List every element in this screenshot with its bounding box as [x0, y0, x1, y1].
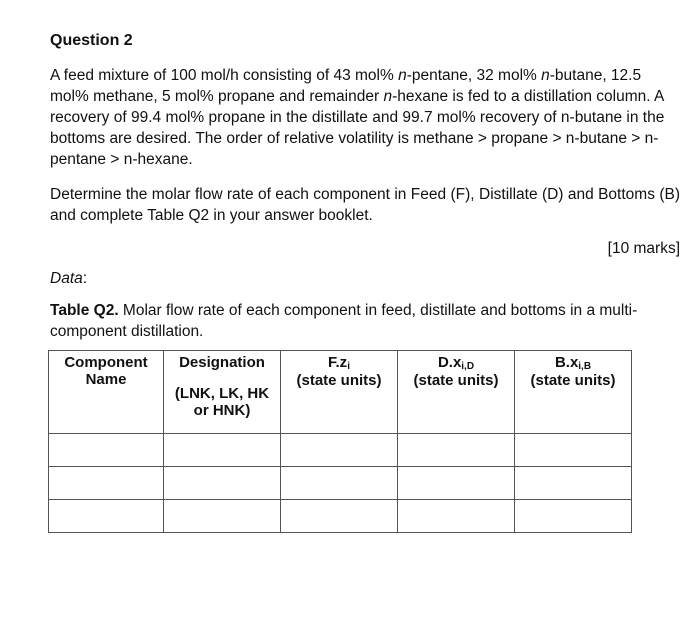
- header-distillate: $D.x_{i,D}$ (state units): [398, 351, 515, 434]
- table-cell: [281, 500, 398, 533]
- table-q2: [48, 350, 632, 533]
- table-cell: [515, 467, 632, 500]
- question-paragraph-2: Determine the molar flow rate of each component in Feed (F), Distillate (D) and Bottoms (B) and complete Table Q2 in your answer booklet.: [50, 186, 680, 224]
- table-cell: [398, 500, 515, 533]
- table-cell: [49, 467, 164, 500]
- table-caption: Table Q2. Molar flow rate of each component in feed, distillate and bottoms in a multi-component distillation.: [50, 302, 638, 340]
- table-cell: [398, 434, 515, 467]
- header-designation-options: (LNK, LK, HK or HNK): [174, 385, 270, 419]
- table-cell: [398, 467, 515, 500]
- marks-allocation: [10 marks]: [607, 240, 680, 257]
- table-header-row: [49, 351, 632, 434]
- table-cell: [49, 500, 164, 533]
- table-cell: [49, 434, 164, 467]
- table-cell: [164, 467, 281, 500]
- header-feed: $F.z_i$ (state units): [281, 351, 398, 434]
- data-label: Data:: [50, 270, 88, 287]
- table-cell: [164, 434, 281, 467]
- table-row: [49, 467, 632, 500]
- table-row: [49, 500, 632, 533]
- table-cell: [281, 467, 398, 500]
- question-paragraph-1: A feed mixture of 100 mol/h consisting of 43 mol% n-pentane, 32 mol% n-butane, 12.5 mol% methane, 5 mol% propane and remainder n-hexane is fed to a distillation column. A recovery of 99.4 mol% propane in the distillate and 99.7 mol% recovery of n-butane in the bottoms are desired. The order of relative volatility is methane > propane > n-butane > n-pentane > n-hexane.: [50, 67, 665, 168]
- document-page: [50, 32, 680, 533]
- header-designation: Designation (LNK, LK, HK or HNK): [164, 351, 281, 434]
- table-row: [49, 434, 632, 467]
- header-component-name: Component Name: [49, 351, 164, 434]
- table-cell: [164, 500, 281, 533]
- header-bottoms: $B.x_{i,B}$ (state units): [515, 351, 632, 434]
- question-title: Question 2: [50, 32, 133, 49]
- table-cell: [515, 434, 632, 467]
- table-cell: [281, 434, 398, 467]
- table-cell: [515, 500, 632, 533]
